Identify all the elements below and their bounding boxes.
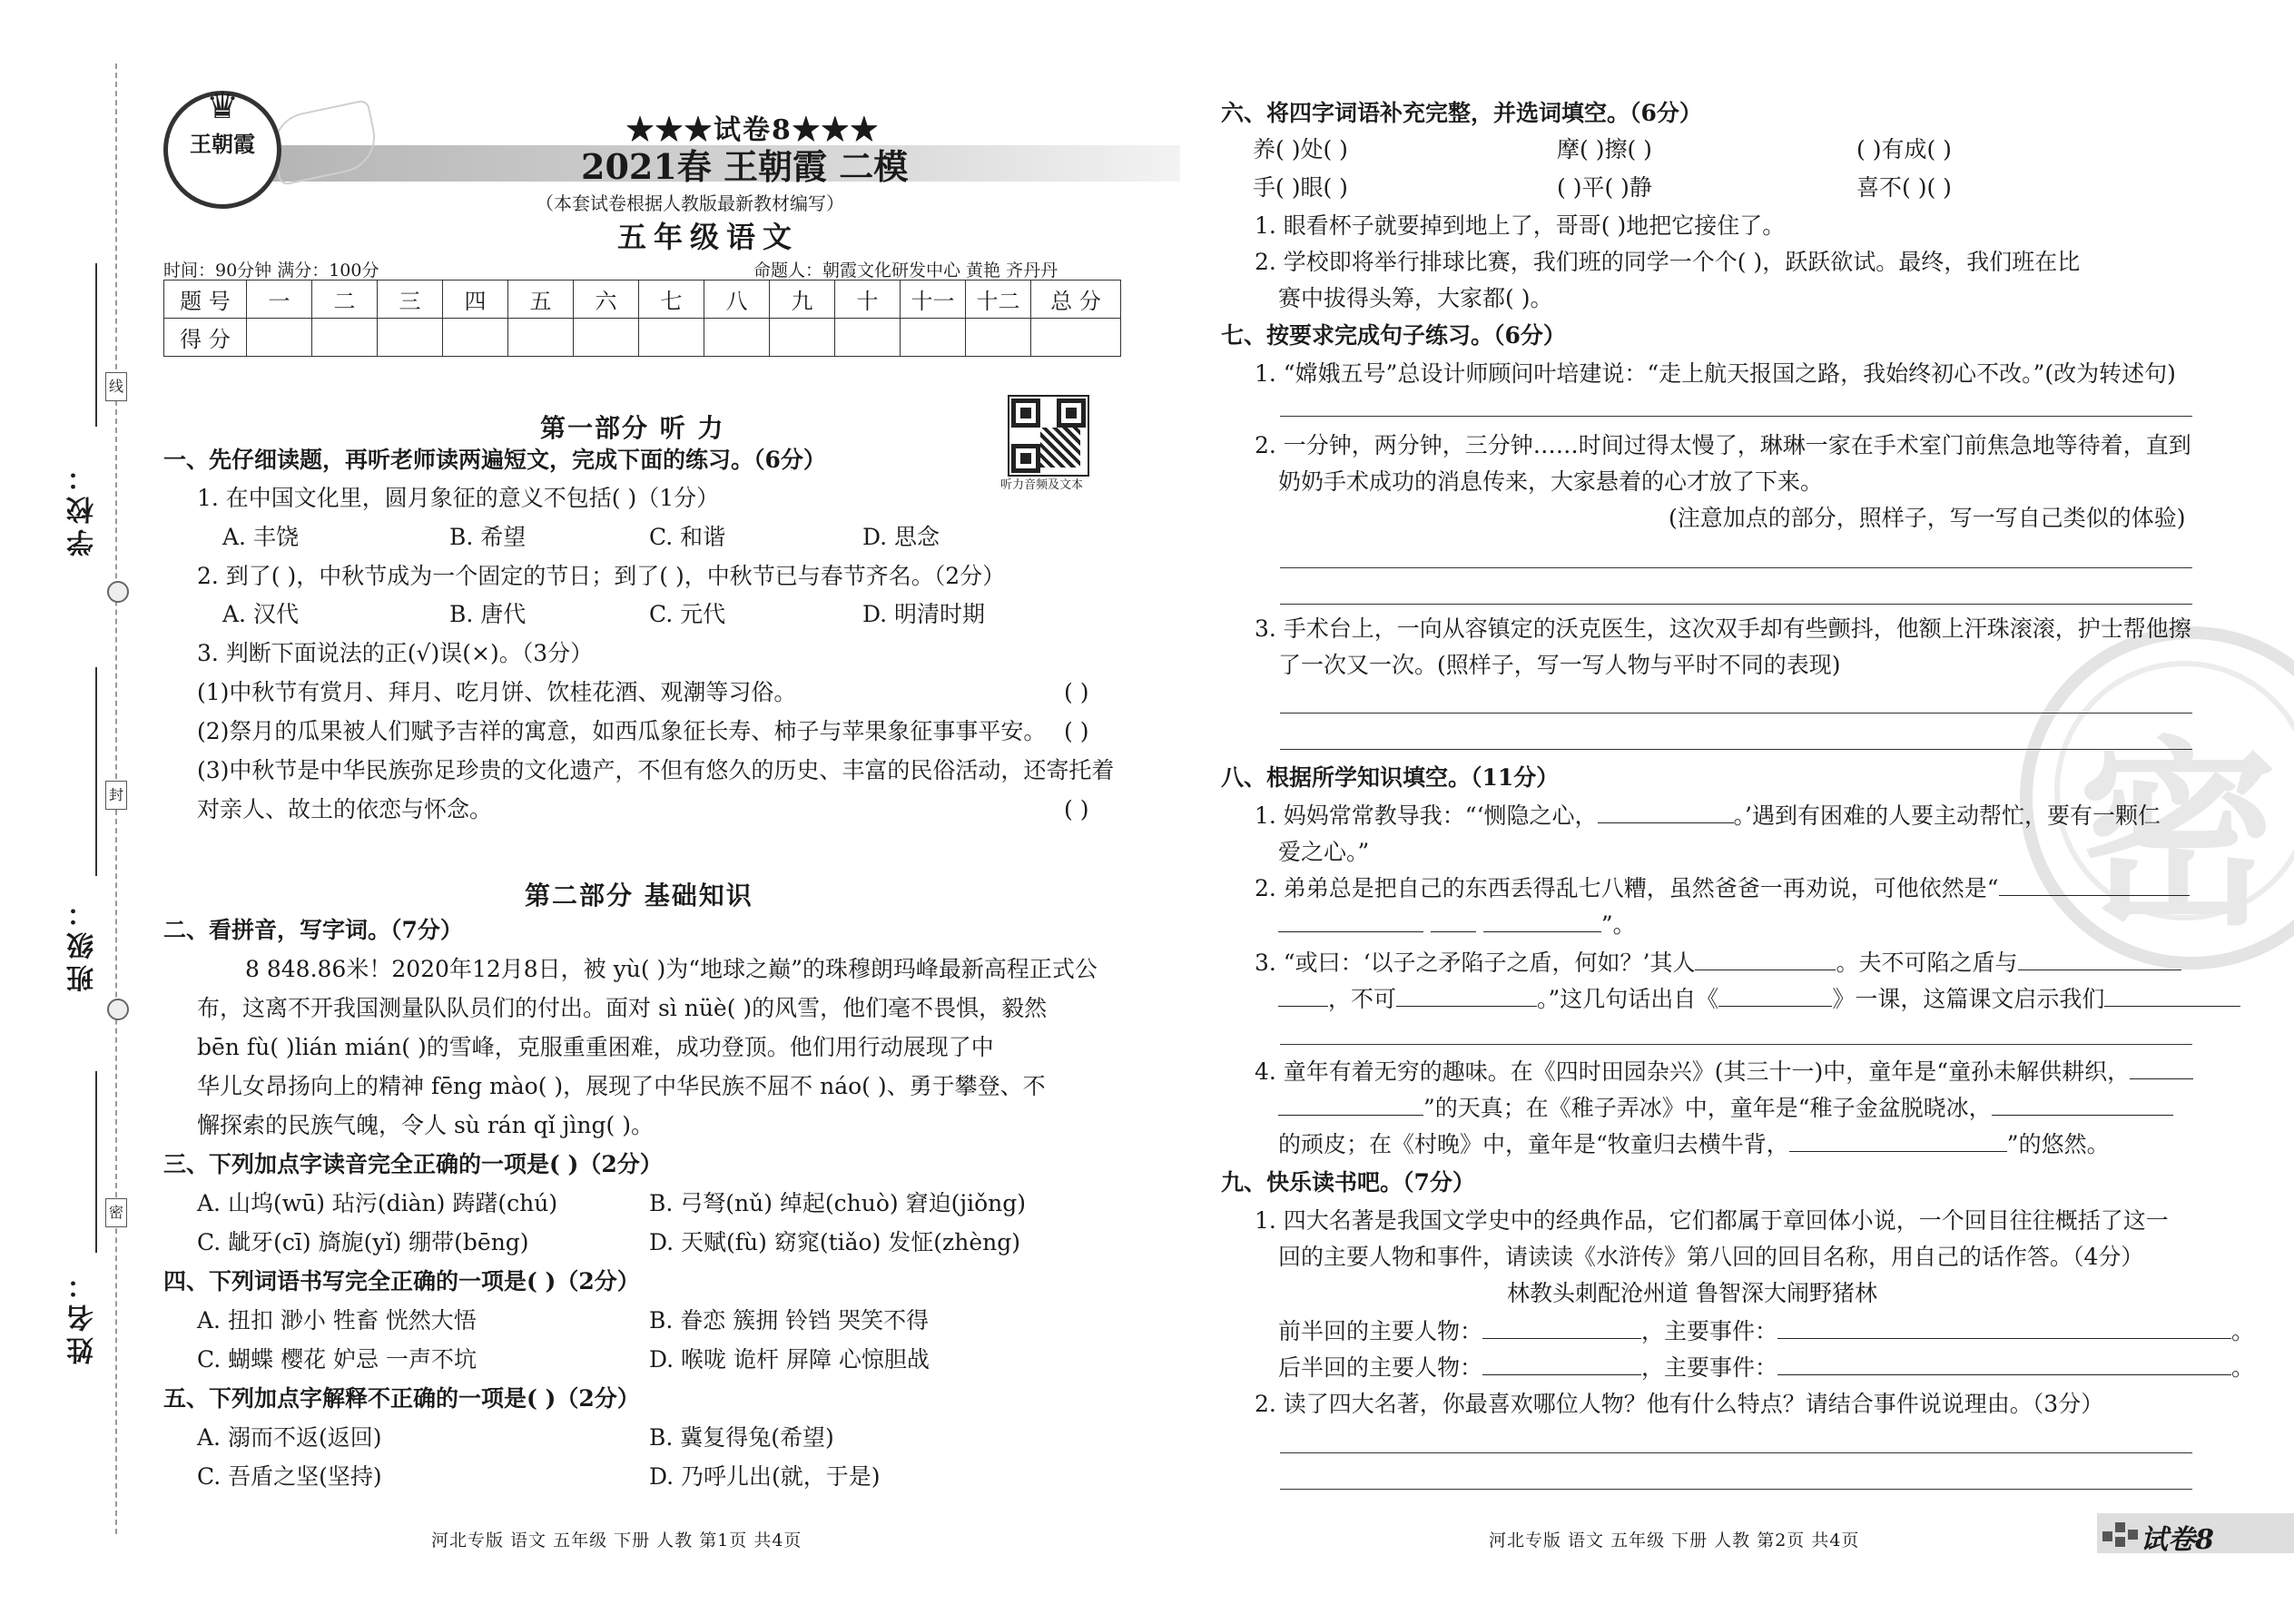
footer-right: 河北专版 语文 五年级 下册 人教 第2页 共4页 xyxy=(1489,1530,1860,1550)
option: A. 汉代 xyxy=(222,601,299,627)
binding-dot xyxy=(107,999,129,1020)
question: 赛中拔得头筹，大家都( )。 xyxy=(1278,285,1553,311)
section-title: 九、快乐读书吧。（7分） xyxy=(1221,1169,1475,1196)
fill-blank[interactable] xyxy=(1695,948,1836,970)
option: D. 乃呼儿出(就，于是) xyxy=(649,1463,881,1490)
exam-tag-text: 试卷8 xyxy=(2141,1524,2214,1556)
option: D. 明清时期 xyxy=(862,601,986,627)
exam-tag xyxy=(2097,1513,2294,1556)
option: A. 丰饶 xyxy=(222,524,299,550)
question-text: 的顽皮；在《村晚》中，童年是“牧童归去横牛背， xyxy=(1278,1131,1789,1157)
secret-watermark xyxy=(2020,626,2294,969)
passage-line: 华儿女昂扬向上的精神 fēng mào( )，展现了中华民族不屈不 náo( )、勇于攀登、不 xyxy=(197,1073,1046,1099)
question-text: 4. 童年有着无穷的趣味。在《四时田园杂兴》(其三十一)中，童年是“童孙未解供耕织， xyxy=(1255,1058,2131,1085)
option: B. 弓弩(nǔ) 绰起(chuò) 窘迫(jiǒng) xyxy=(649,1190,1027,1216)
tag-square xyxy=(2128,1530,2138,1540)
answer-end: 。 xyxy=(2231,1354,2255,1381)
score-cell: 得 分 xyxy=(164,319,247,357)
answer-paren[interactable]: ( ) xyxy=(1064,718,1089,744)
passage-line: 布，这离不开我国测量队队员们的付出。面对 sì nüè( )的风雪，他们毫不畏惧，毅然 xyxy=(197,995,1048,1021)
question: 爱之心。” xyxy=(1278,839,1370,865)
statement: (3)中秋节是中华民族弥足珍贵的文化遗产，不但有悠久的历史、丰富的民俗活动，还寄托着 xyxy=(197,757,1115,783)
question xyxy=(1255,1057,2193,1088)
part-title: 第二部分 基础知识 xyxy=(525,881,753,910)
option: A. 山坞(wū) 玷污(diàn) 踌躇(chú) xyxy=(197,1190,558,1216)
question-text: 》一课，这篇课文启示我们 xyxy=(1832,986,2105,1012)
brand-logo xyxy=(163,85,281,209)
footer-left: 河北专版 语文 五年级 下册 人教 第1页 共4页 xyxy=(431,1530,802,1550)
question: 2. 一分钟，两分钟，三分钟……时间过得太慢了，琳琳一家在手术室门前焦急地等待着，直到 xyxy=(1255,432,2191,458)
qr-corner xyxy=(1011,444,1040,473)
score-cell: 十二 xyxy=(966,281,1031,319)
school-label: 学校： xyxy=(67,458,99,556)
question: 2. 到了( )，中秋节成为一个固定的节日；到了( )，中秋节已与春节齐名。（2分） xyxy=(197,563,1006,589)
question: 1. 眼看杯子就要掉到地上了，哥哥( )地把它接住了。 xyxy=(1255,212,1786,239)
section-title: 一、先仔细读题，再听老师读两遍短文，完成下面的练习。（6分） xyxy=(163,447,826,473)
score-input[interactable] xyxy=(508,319,574,357)
question: 回的主要人物和事件，请读读《水浒传》第八回的回目名称，用自己的话作答。（4分） xyxy=(1278,1244,2144,1270)
question-text: 。’遇到有困难的人要主动帮忙，要有一颗仁 xyxy=(1733,802,2161,829)
idiom-fill[interactable]: 摩( )擦( ) xyxy=(1557,136,1652,162)
answer-row xyxy=(1278,1353,2254,1383)
score-value-row xyxy=(164,319,1121,357)
tag-seal: 封 xyxy=(105,781,127,810)
author-info: 命题人：朝霞文化研发中心 黄艳 齐丹丹 xyxy=(753,261,1058,281)
tag-square xyxy=(2115,1537,2125,1547)
crown-icon: ♛ xyxy=(206,85,239,127)
section-title: 五、下列加点字解释不正确的一项是( )（2分） xyxy=(163,1385,640,1412)
class-field[interactable] xyxy=(95,667,97,876)
section-title: 八、根据所学知识填空。（11分） xyxy=(1221,764,1560,791)
option: A. 扭扣 渺小 牲畜 恍然大悟 xyxy=(197,1307,477,1334)
score-table xyxy=(163,280,1121,357)
answer-label: 前半回的主要人物： xyxy=(1278,1318,1483,1344)
score-cell: 六 xyxy=(574,281,639,319)
answer-line[interactable] xyxy=(1280,567,2192,568)
answer-label: ，主要事件： xyxy=(1641,1318,1778,1344)
time-info: 时间：90分钟 满分：100分 xyxy=(163,261,379,281)
score-cell: 八 xyxy=(704,281,770,319)
score-input[interactable] xyxy=(901,319,966,357)
watermark-text: 密 xyxy=(2078,717,2279,952)
fill-blank[interactable] xyxy=(1777,1316,2231,1339)
answer-line[interactable] xyxy=(1280,1452,2192,1453)
fill-blank[interactable] xyxy=(1396,984,1537,1007)
score-cell: 二 xyxy=(312,281,378,319)
idiom-fill[interactable]: 喜不( )( ) xyxy=(1856,174,1952,201)
chapter-title: 林教头刺配沧州道 鲁智深大闹野猪林 xyxy=(1507,1280,1877,1306)
option: C. 龇牙(cī) 旖旎(yǐ) 绷带(bēng) xyxy=(197,1229,529,1255)
question: 了一次又一次。(照样子，写一写人物与平时不同的表现) xyxy=(1278,652,1841,678)
question: 2. 学校即将举行排球比赛，我们班的同学一个个( )，跃跃欲试。最终，我们班在比 xyxy=(1255,249,2081,275)
question: 3. 判断下面说法的正(√)误(×)。（3分） xyxy=(197,640,594,666)
passage-line: 懈探索的民族气魄，令人 sù rán qǐ jìng( )。 xyxy=(197,1112,654,1138)
part-title: 第一部分 听 力 xyxy=(540,413,725,443)
tag-dense: 密 xyxy=(105,1198,127,1227)
name-label: 姓名： xyxy=(67,1266,99,1364)
question xyxy=(1278,910,1636,940)
score-input[interactable] xyxy=(704,319,770,357)
question-text: ”的天真；在《稚子弄冰》中，童年是“稚子金盆脱晓冰， xyxy=(1423,1095,1992,1121)
score-header-row xyxy=(164,281,1121,319)
section-title: 三、下列加点字读音完全正确的一项是( )（2分） xyxy=(163,1151,663,1177)
binding-dot xyxy=(107,581,129,603)
fill-blank[interactable] xyxy=(2130,1057,2193,1079)
qr-code[interactable] xyxy=(1008,395,1089,477)
binding-margin xyxy=(0,0,136,1624)
score-input[interactable] xyxy=(966,319,1031,357)
question-text: ，不可 xyxy=(1328,986,1397,1012)
answer-line[interactable] xyxy=(1280,604,2192,605)
option: B. 眷恋 簇拥 铃铛 哭笑不得 xyxy=(649,1307,930,1334)
qr-modules xyxy=(1040,428,1080,468)
fill-blank[interactable] xyxy=(1278,910,1423,932)
passage-line: bēn fù( )lián mián( )的雪峰，克服重重困难，成功登顶。他们用行动展现了中 xyxy=(197,1034,994,1060)
exam-number: ★★★试卷8★★★ xyxy=(626,114,880,146)
idiom-fill[interactable]: ( )平( )静 xyxy=(1557,174,1652,201)
question-text: 1. 妈妈常常教导我：“‘恻隐之心， xyxy=(1255,802,1598,829)
fill-blank[interactable] xyxy=(1431,910,1476,932)
grade-title: 五年级语文 xyxy=(617,220,800,254)
question: 1. “嫦娥五号”总设计师顾问叶培建说：“走上航天报国之路，我始终初心不改。”(改为转述句) xyxy=(1255,360,2176,387)
answer-paren[interactable]: ( ) xyxy=(1064,679,1089,705)
question xyxy=(1255,948,2181,979)
section-title: 四、下列词语书写完全正确的一项是( )（2分） xyxy=(163,1268,640,1294)
statement: 对亲人、故土的依恋与怀念。 xyxy=(197,796,493,822)
tag-square xyxy=(2102,1531,2112,1541)
score-input[interactable] xyxy=(247,319,312,357)
section-title: 二、看拼音，写字词。（7分） xyxy=(163,917,463,943)
option: C. 吾盾之坚(坚持) xyxy=(197,1463,382,1490)
question: 1. 在中国文化里，圆月象征的意义不包括( )（1分） xyxy=(197,485,720,511)
tag-line: 线 xyxy=(105,372,127,401)
score-input[interactable] xyxy=(835,319,901,357)
exam-title: 2021春 王朝霞 二模 xyxy=(581,146,909,187)
option: B. 希望 xyxy=(449,524,527,550)
fill-blank[interactable] xyxy=(1992,1093,2173,1116)
score-input[interactable] xyxy=(574,319,639,357)
question xyxy=(1255,801,2161,832)
fill-blank[interactable] xyxy=(1718,984,1832,1007)
option: C. 元代 xyxy=(649,601,726,627)
answer-paren[interactable]: ( ) xyxy=(1064,796,1089,822)
score-input[interactable] xyxy=(312,319,378,357)
brand-name: 王朝霞 xyxy=(190,131,255,157)
score-input[interactable] xyxy=(639,319,704,357)
passage-line: 8 848.86米！2020年12月8日，被 yù( )为“地球之巅”的珠穆朗玛峰最新高程正式公 xyxy=(245,956,1098,982)
score-cell: 总 分 xyxy=(1031,281,1121,319)
instruction: (注意加点的部分，照样子，写一写自己类似的体验) xyxy=(1669,505,2186,531)
score-cell: 十一 xyxy=(901,281,966,319)
answer-row xyxy=(1278,1316,2254,1347)
answer-label: ，主要事件： xyxy=(1641,1354,1778,1381)
option: C. 和谐 xyxy=(649,524,726,550)
question: 奶奶手术成功的消息传来，大家悬着的心才放了下来。 xyxy=(1278,468,1824,495)
school-field[interactable] xyxy=(95,263,97,427)
score-cell: 题 号 xyxy=(164,281,247,319)
exam-subtitle: （本套试卷根据人教版最新教材编写） xyxy=(536,192,844,214)
fill-blank[interactable] xyxy=(1789,1129,2007,1152)
question-text: 。夫不可陷之盾与 xyxy=(1836,950,2018,976)
option: A. 溺而不返(返回) xyxy=(197,1424,382,1451)
section-title: 七、按要求完成句子练习。（6分） xyxy=(1221,322,1566,349)
score-input[interactable] xyxy=(1031,319,1121,357)
statement: (1)中秋节有赏月、拜月、吃月饼、饮桂花酒、观潮等习俗。 xyxy=(197,679,797,705)
option: C. 蝴蝶 樱花 妒忌 一声不坑 xyxy=(197,1346,477,1373)
idiom-fill[interactable]: 养( )处( ) xyxy=(1253,136,1348,162)
answer-end: 。 xyxy=(2231,1318,2255,1344)
question xyxy=(1278,984,2240,1015)
score-cell: 三 xyxy=(378,281,443,319)
score-cell: 四 xyxy=(443,281,508,319)
qr-corner xyxy=(1057,399,1086,428)
fill-blank[interactable] xyxy=(1777,1353,2231,1375)
option: D. 喉咙 诡杆 屏障 心惊胆战 xyxy=(649,1346,930,1373)
fill-blank[interactable] xyxy=(1598,801,1734,823)
answer-line[interactable] xyxy=(1280,713,2192,714)
statement: (2)祭月的瓜果被人们赋予吉祥的寓意，如西瓜象征长寿、柿子与苹果象征事事平安。 xyxy=(197,718,1047,744)
score-cell: 十 xyxy=(835,281,901,319)
answer-line[interactable] xyxy=(1280,416,2192,417)
score-input[interactable] xyxy=(443,319,508,357)
score-cell: 七 xyxy=(639,281,704,319)
score-input[interactable] xyxy=(770,319,835,357)
tag-square xyxy=(2115,1522,2125,1532)
question xyxy=(1255,873,2190,904)
question-text: ”的悠然。 xyxy=(2006,1131,2110,1157)
option: D. 天赋(fù) 窈窕(tiǎo) 发怔(zhèng) xyxy=(649,1229,1020,1255)
question: 3. 手术台上，一向从容镇定的沃克医生，这次双手却有些颤抖，他额上汗珠滚滚，护士帮他擦 xyxy=(1255,615,2191,642)
question-text: 2. 弟弟总是把自己的东西丢得乱七八糟，虽然爸爸一再劝说，可他依然是“ xyxy=(1255,875,1999,901)
option: B. 冀复得兔(希望) xyxy=(649,1424,834,1451)
score-cell: 五 xyxy=(508,281,574,319)
score-cell: 九 xyxy=(770,281,835,319)
qr-caption: 听力音频及文本 xyxy=(1000,478,1084,492)
question-text: ”。 xyxy=(1600,911,1636,938)
score-input[interactable] xyxy=(378,319,443,357)
fill-blank[interactable] xyxy=(1482,1353,1641,1375)
option: D. 思念 xyxy=(862,524,940,550)
name-field[interactable] xyxy=(95,1071,97,1253)
fill-blank[interactable] xyxy=(1482,1316,1641,1339)
question: 2. 读了四大名著，你最喜欢哪位人物？他有什么特点？请结合事件说说理由。（3分） xyxy=(1255,1391,2104,1417)
question: 1. 四大名著是我国文学史中的经典作品，它们都属于章回体小说，一个回目往往概括了这一 xyxy=(1255,1207,2169,1234)
idiom-fill[interactable]: 手( )眼( ) xyxy=(1253,174,1348,201)
answer-line[interactable] xyxy=(1280,1489,2192,1490)
question xyxy=(1278,1093,2173,1124)
question-text: 3. “或曰：‘以子之矛陷子之盾，何如？’其人 xyxy=(1255,950,1696,976)
fill-blank[interactable] xyxy=(1999,873,2190,896)
qr-corner xyxy=(1011,399,1040,428)
fill-blank[interactable] xyxy=(1278,984,1328,1007)
idiom-fill[interactable]: ( )有成( ) xyxy=(1856,136,1952,162)
fill-blank[interactable] xyxy=(2104,984,2240,1007)
fill-blank[interactable] xyxy=(2018,948,2181,970)
section-title: 六、将四字词语补充完整，并选词填空。（6分） xyxy=(1221,100,1702,126)
answer-line[interactable] xyxy=(1280,749,2192,750)
fill-blank[interactable] xyxy=(1278,1093,1423,1116)
class-label: 班级： xyxy=(67,894,99,992)
score-cell: 一 xyxy=(247,281,312,319)
option: B. 唐代 xyxy=(449,601,527,627)
question xyxy=(1278,1129,2110,1160)
fill-blank[interactable] xyxy=(1483,910,1601,932)
answer-line[interactable] xyxy=(1280,1044,2192,1045)
question-text: 。”这几句话出自《 xyxy=(1537,986,1719,1012)
answer-label: 后半回的主要人物： xyxy=(1278,1354,1483,1381)
